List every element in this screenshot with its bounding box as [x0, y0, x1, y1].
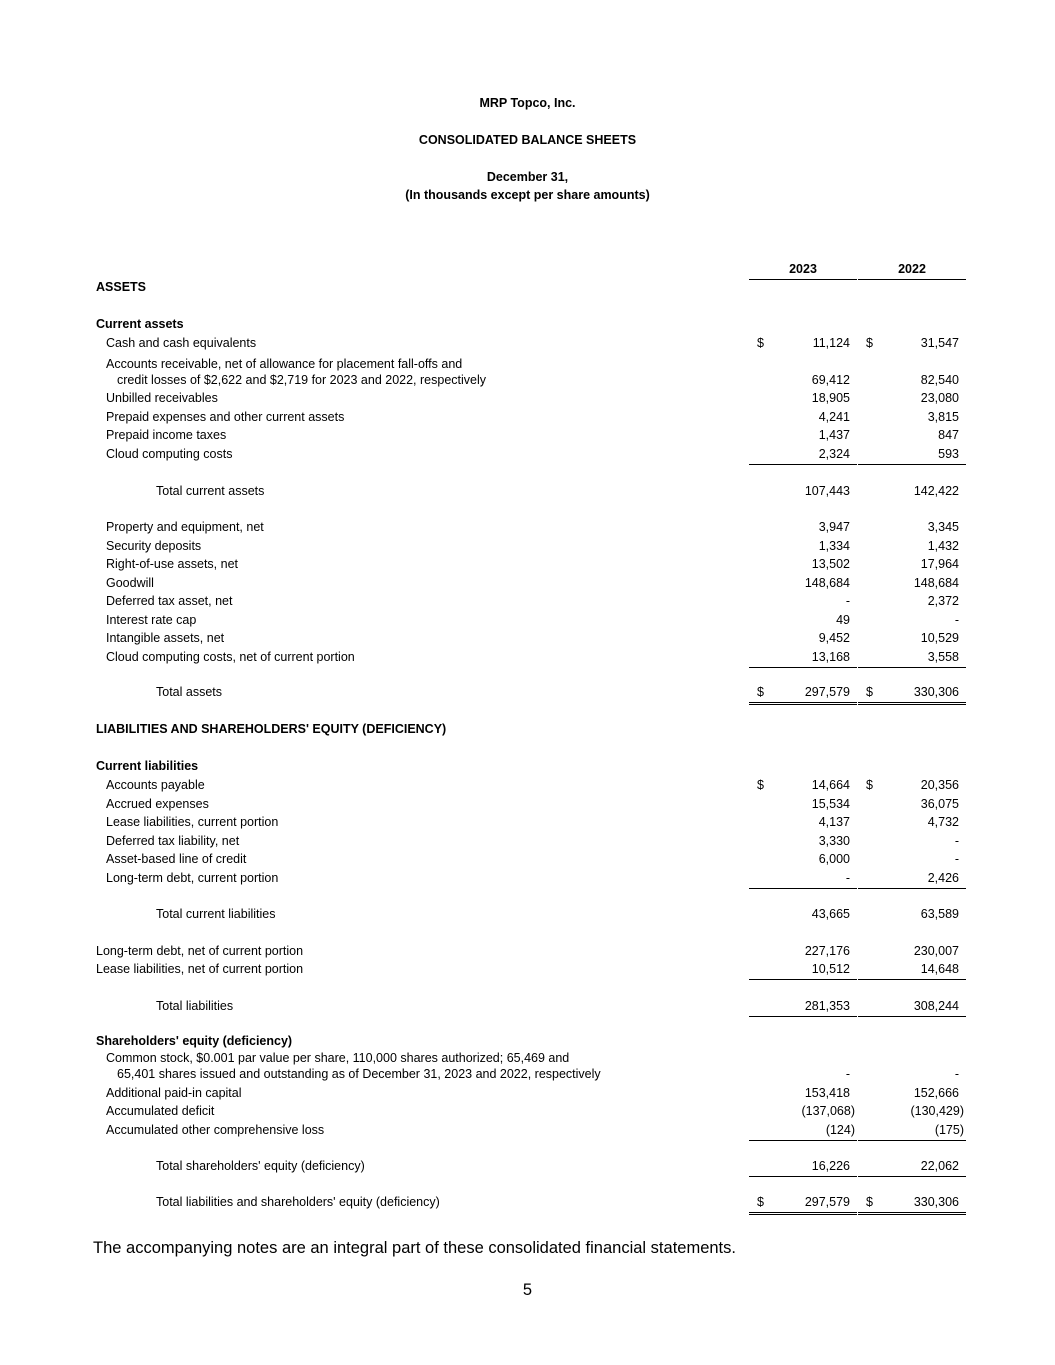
section-liabilities-equity: LIABILITIES AND SHAREHOLDERS' EQUITY (DEFICIENCY): [96, 722, 447, 736]
section-current-liabilities: Current liabilities: [96, 759, 199, 773]
footer-note: The accompanying notes are an integral part of these consolidated financial statements.: [93, 1239, 736, 1257]
currency-symbol: $: [757, 685, 764, 699]
currency-symbol: $: [866, 685, 873, 699]
page-number: 5: [522, 1281, 533, 1299]
row-lease-liabilities-noncurrent: Lease liabilities, net of current portion 10,512 14,648: [0, 962, 1055, 980]
column-header-row: [0, 262, 1055, 280]
row-total-shareholders-equity: Total shareholders' equity (deficiency) 16,226 22,062: [0, 1159, 1055, 1177]
row-cloud-computing-noncurrent: Cloud computing costs, net of current portion 13,168 3,558: [0, 650, 1055, 668]
row-cloud-computing-costs: Cloud computing costs 2,324 593: [0, 447, 1055, 465]
row-prepaid-expenses: Prepaid expenses and other current assets 4,241 3,815: [106, 410, 959, 424]
row-right-of-use-assets: Right-of-use assets, net 13,502 17,964: [106, 557, 959, 571]
currency-symbol: $: [866, 336, 873, 350]
row-common-stock-label: Common stock, $0.001 par value per share, 110,000 shares authorized; 65,469 and: [106, 1051, 570, 1065]
section-shareholders-equity: Shareholders' equity (deficiency): [96, 1034, 293, 1048]
row-long-term-debt: Long-term debt, net of current portion 227,176 230,007: [96, 944, 959, 958]
currency-symbol: $: [757, 778, 764, 792]
column-header-2023: 2023: [749, 262, 857, 280]
row-unbilled-receivables: Unbilled receivables 18,905 23,080: [106, 391, 959, 405]
row-total-assets: Total assets $ 297,579 $ 330,306: [0, 685, 1055, 703]
row-accounts-receivable: credit losses of $2,622 and $2,719 for 2023 and 2022, respectively 69,412 82,540: [117, 373, 959, 387]
row-intangible-assets: Intangible assets, net 9,452 10,529: [106, 631, 959, 645]
units-note: (In thousands except per share amounts): [405, 188, 650, 202]
row-security-deposits: Security deposits 1,334 1,432: [106, 539, 959, 553]
row-accounts-receivable-label: Accounts receivable, net of allowance for placement fall-offs and: [106, 357, 463, 371]
row-common-stock: 65,401 shares issued and outstanding as of December 31, 2023 and 2022, respectively - -: [117, 1067, 959, 1081]
row-interest-rate-cap: Interest rate cap 49 -: [106, 613, 959, 627]
row-deferred-tax-liability: Deferred tax liability, net 3,330 -: [106, 834, 959, 848]
row-deferred-tax-asset: Deferred tax asset, net - 2,372: [106, 594, 959, 608]
column-header-2022: 2022: [858, 262, 966, 280]
row-cash: Cash and cash equivalents $ 11,124 $ 31,547: [106, 336, 959, 350]
section-current-assets: Current assets: [96, 317, 184, 331]
row-prepaid-income-taxes: Prepaid income taxes 1,437 847: [106, 428, 959, 442]
row-property-equipment: Property and equipment, net 3,947 3,345: [106, 520, 959, 534]
row-additional-paid-in-capital: Additional paid-in capital 153,418 152,666: [106, 1086, 959, 1100]
statement-date: December 31,: [486, 170, 569, 184]
currency-symbol: $: [757, 1195, 764, 1209]
currency-symbol: $: [757, 336, 764, 350]
currency-symbol: $: [866, 1195, 873, 1209]
company-name: MRP Topco, Inc.: [479, 96, 576, 110]
row-accumulated-oci: Accumulated other comprehensive loss (124) (175): [0, 1123, 1055, 1141]
row-lease-liabilities-current: Lease liabilities, current portion 4,137 4,732: [106, 815, 959, 829]
row-total-current-assets: Total current assets 107,443 142,422: [156, 484, 959, 498]
section-assets: ASSETS: [96, 280, 147, 294]
row-accounts-payable: Accounts payable $ 14,664 $ 20,356: [106, 778, 959, 792]
row-asset-based-line-of-credit: Asset-based line of credit 6,000 -: [106, 852, 959, 866]
currency-symbol: $: [866, 778, 873, 792]
row-goodwill: Goodwill 148,684 148,684: [106, 576, 959, 590]
row-total-liabilities-and-equity: Total liabilities and shareholders' equity (deficiency) $ 297,579 $ 330,306: [0, 1195, 1055, 1213]
row-accrued-expenses: Accrued expenses 15,534 36,075: [106, 797, 959, 811]
row-accumulated-deficit: Accumulated deficit (137,068) (130,429): [106, 1104, 964, 1118]
row-total-current-liabilities: Total current liabilities 43,665 63,589: [156, 907, 959, 921]
statement-title: CONSOLIDATED BALANCE SHEETS: [418, 133, 637, 147]
row-long-term-debt-current: Long-term debt, current portion - 2,426: [0, 871, 1055, 889]
row-total-liabilities: Total liabilities 281,353 308,244: [0, 999, 1055, 1017]
